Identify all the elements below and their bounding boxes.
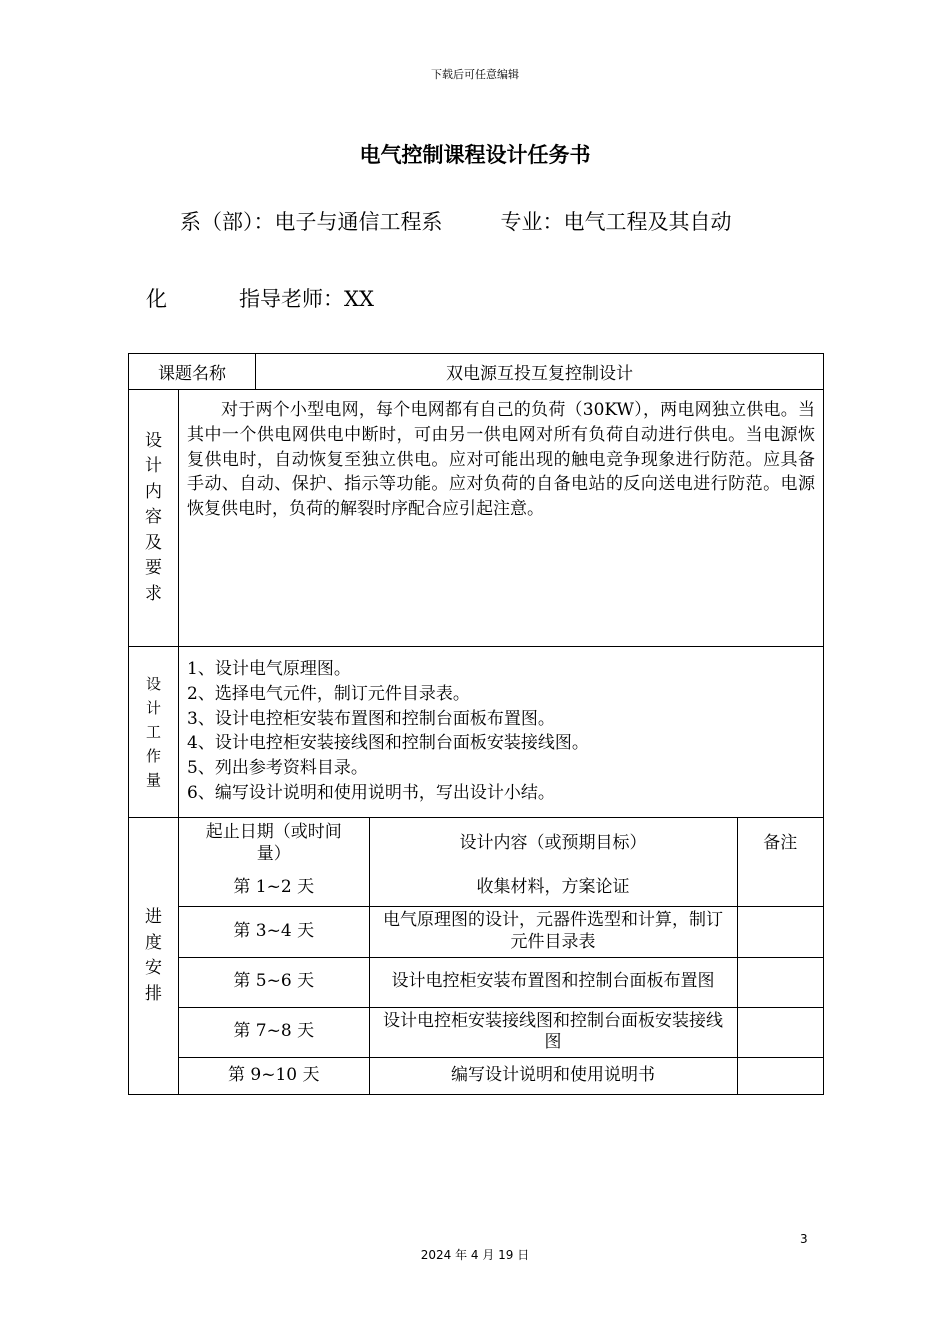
task-table	[128, 353, 824, 1095]
vertical-label-char: 计	[145, 699, 161, 717]
workload-item: 2、选择电气元件，制订元件目录表。	[187, 683, 470, 704]
workload-label	[129, 647, 179, 818]
schedule-row-item	[179, 1057, 823, 1094]
schedule-period: 第 5~6 天	[179, 957, 369, 1007]
workload-item: 3、设计电控柜安装布置图和控制台面板布置图。	[187, 708, 555, 729]
major-label-continued: 化	[146, 287, 167, 311]
content-row	[129, 390, 824, 647]
schedule-table	[179, 818, 823, 1094]
schedule-content: 编写设计说明和使用说明书	[369, 1057, 737, 1094]
vertical-label-char: 设	[145, 430, 162, 451]
vertical-label-char: 计	[145, 456, 162, 477]
schedule-note	[737, 1007, 823, 1057]
schedule-note	[737, 906, 823, 957]
content-label	[129, 390, 179, 647]
schedule-header-row	[179, 818, 823, 869]
schedule-row-item	[179, 957, 823, 1007]
schedule-row-item	[179, 869, 823, 906]
schedule-period: 第 1~2 天	[179, 869, 369, 906]
vertical-label-char: 要	[145, 558, 162, 579]
schedule-row-item	[179, 1007, 823, 1057]
schedule-content: 设计电控柜安装接线图和控制台面板安装接线图	[369, 1007, 737, 1057]
schedule-note	[737, 869, 823, 906]
schedule-header-note: 备注	[737, 818, 823, 869]
vertical-label-char: 及	[145, 532, 162, 553]
vertical-label-char: 量	[145, 771, 161, 789]
vertical-label-char: 进	[145, 907, 162, 927]
vertical-label-char: 求	[145, 583, 162, 604]
schedule-cell	[179, 818, 824, 1095]
topic-label: 课题名称	[129, 354, 256, 390]
major-label: 专业：电气工程及其自动	[500, 210, 732, 234]
vertical-label-char: 容	[145, 507, 162, 528]
schedule-row-item	[179, 906, 823, 957]
workload-item: 6、编写设计说明和使用说明书，写出设计小结。	[187, 783, 555, 804]
document-title: 电气控制课程设计任务书	[359, 143, 591, 167]
workload-item: 1、设计电气原理图。	[187, 659, 351, 679]
schedule-label	[129, 818, 179, 1095]
department-major-line	[180, 206, 732, 236]
advisor-label: 指导老师：XX	[239, 287, 374, 311]
vertical-label-char: 作	[145, 747, 161, 765]
vertical-label-char: 度	[145, 932, 162, 953]
schedule-content: 电气原理图的设计，元器件选型和计算，制订元件目录表	[369, 906, 737, 957]
department-label: 系（部）：电子与通信工程系	[180, 210, 443, 234]
schedule-period: 第 7~8 天	[179, 1007, 369, 1057]
schedule-header-content: 设计内容（或预期目标）	[369, 818, 737, 869]
schedule-note	[737, 957, 823, 1007]
schedule-note	[737, 1057, 823, 1094]
vertical-label-char: 设	[145, 675, 161, 693]
schedule-header-period: 起止日期（或时间量）	[179, 818, 369, 869]
header-note: 下载后可任意编辑	[431, 68, 519, 81]
footer-date: 2024 年 4 月 19 日	[420, 1248, 530, 1262]
workload-row	[129, 647, 824, 818]
workload-item: 4、设计电控柜安装接线图和控制台面板安装接线图。	[187, 733, 589, 754]
workload-list	[179, 647, 824, 818]
schedule-row	[129, 818, 824, 1095]
content-text: 对于两个小型电网，每个电网都有自己的负荷（30KW），两电网独立供电。当其中一个供电网供电中断时，可由另一供电网对所有负荷自动进行供电。当电源恢复供电时，自动恢复至独立供电。应对可能出现的触电竞争现象进行防范。应具备手动、自动、保护、指示等功能。应对负荷的自备电站的反向送电进行防范。电源恢复供电时，负荷的解裂时序配合应引起注意。	[179, 390, 824, 647]
vertical-label-char: 工	[145, 723, 161, 741]
schedule-period: 第 9~10 天	[179, 1057, 369, 1094]
schedule-content: 收集材料，方案论证	[369, 869, 737, 906]
vertical-label-char: 安	[145, 958, 162, 978]
vertical-label-char: 排	[145, 983, 162, 1004]
schedule-period: 第 3~4 天	[179, 906, 369, 957]
vertical-label-char: 内	[145, 481, 162, 502]
topic-row	[129, 354, 824, 390]
major-advisor-line	[146, 283, 374, 313]
workload-item: 5、列出参考资料目录。	[187, 758, 368, 779]
schedule-content: 设计电控柜安装布置图和控制台面板布置图	[369, 957, 737, 1007]
topic-value: 双电源互投互复控制设计	[256, 354, 824, 390]
page-number: 3	[800, 1232, 808, 1246]
